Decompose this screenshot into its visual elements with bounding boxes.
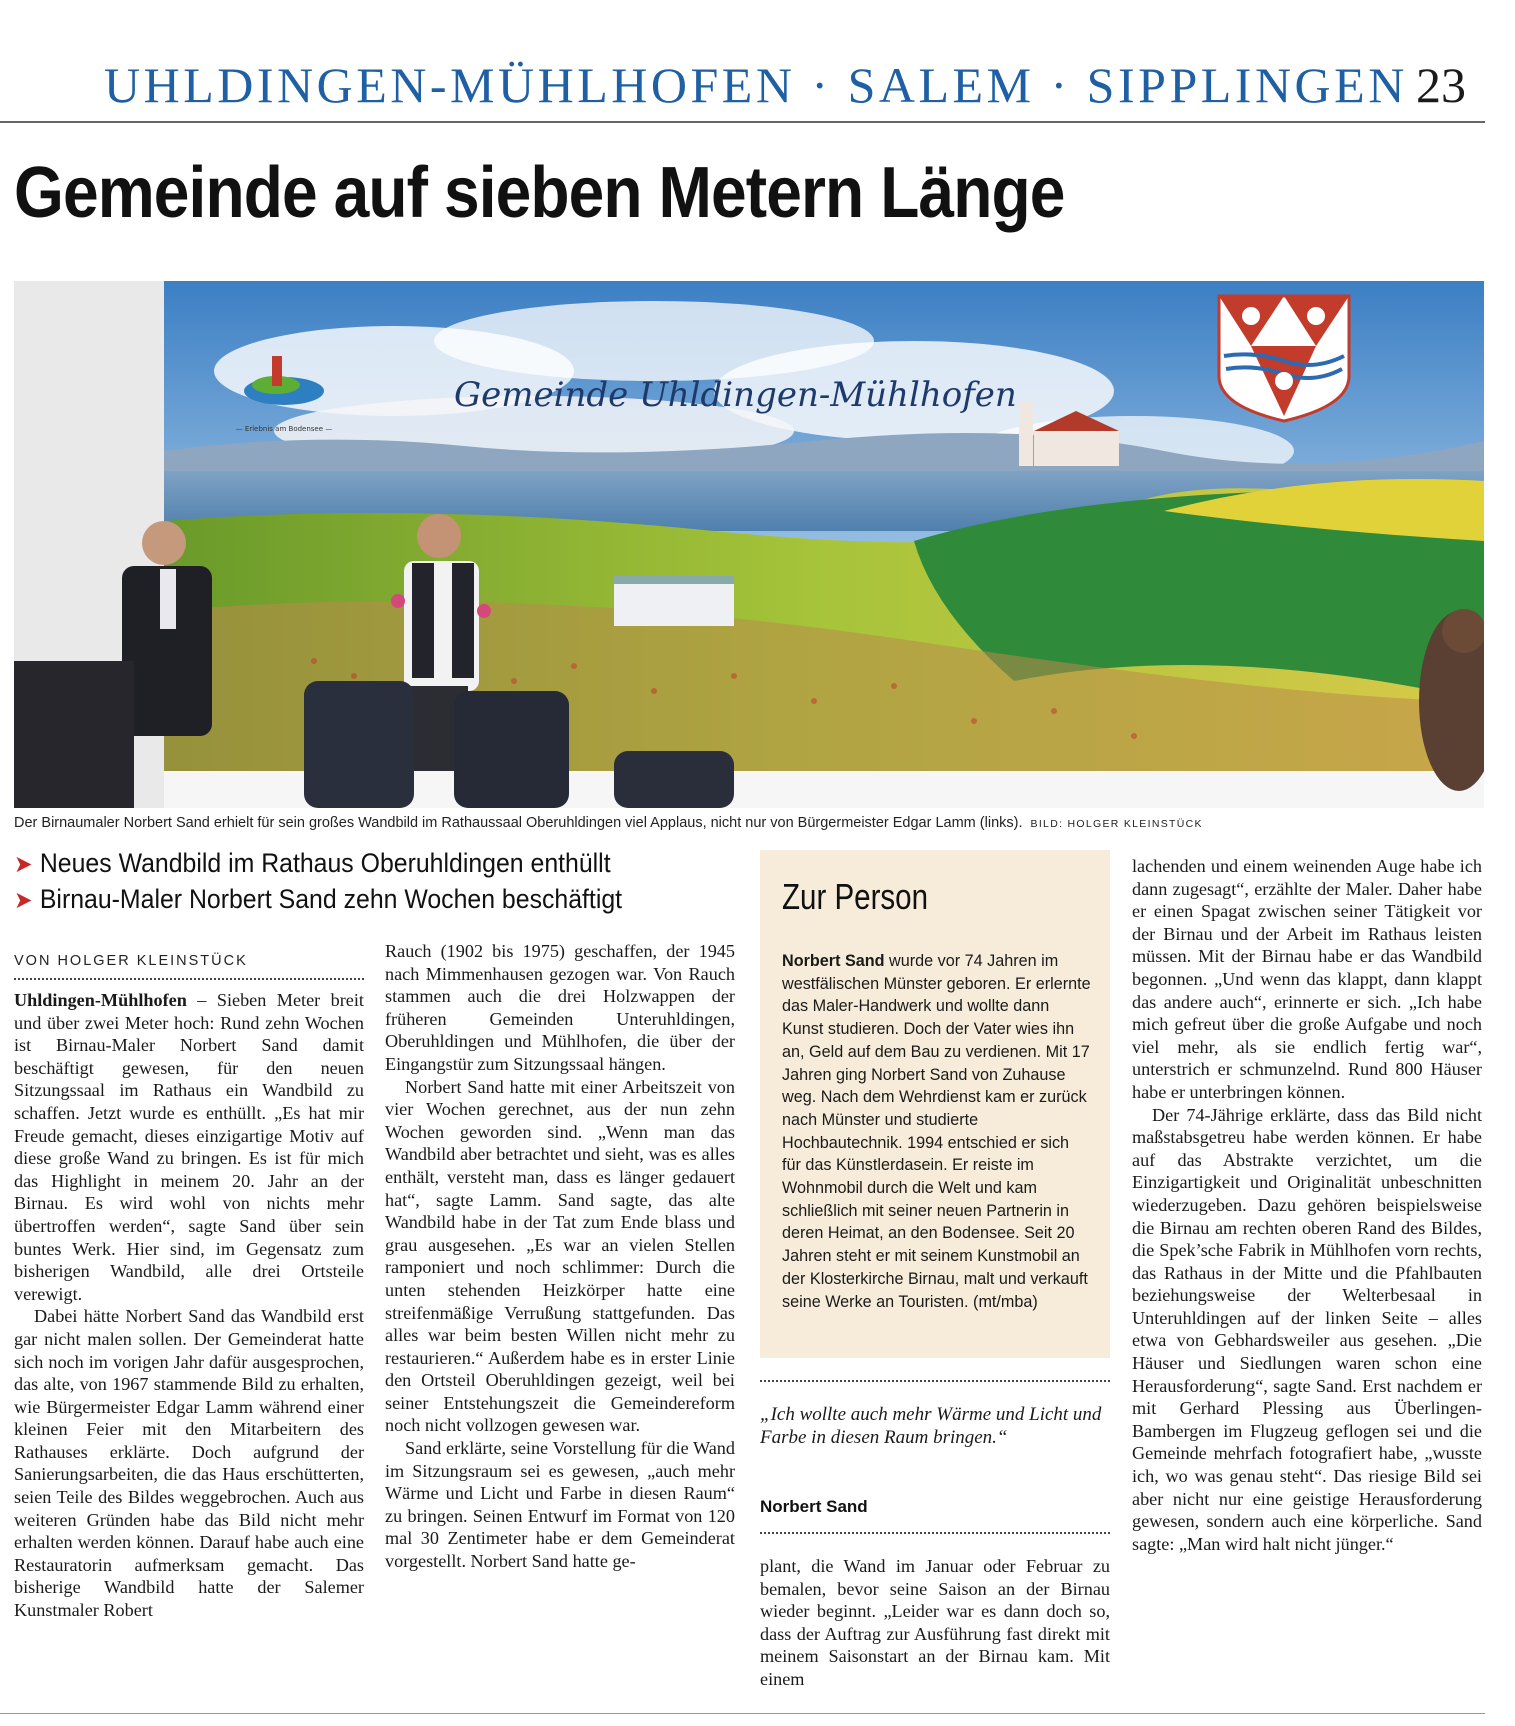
- info-box-title: Zur Person: [782, 876, 929, 917]
- info-box-text: Norbert Sand wurde vor 74 Jahren im westfälischen Münster geboren. Er erlernte das Maler-Handwerk und wollte dann Kunst studieren. Doch der Vater wies ihn an, Geld auf dem Bau zu verdienen. Mit 17 Jahren ging Norbert Sand von Zuhause weg. Nach dem Wehrdienst kam er zurück nach Münster und studierte Hochbautechnik. 1994 entschied er sich für das Künstlerdasein. Er reiste im Wohnmobil durch die Welt und kam schließlich mit seiner neuen Partnerin in deren Heimat, an den Bodensee. Seit 20 Jahren steht er mit seinem Kunstmobil an der Klosterkirche Birnau, malt und verkauft seine Werke an Touristen. (mt/mba): [782, 952, 1091, 1311]
- coat-of-arms-icon: [1219, 296, 1349, 421]
- article-photo: [14, 281, 1484, 808]
- section-title: UHLDINGEN-MÜHLHOFEN · SALEM · SIPPLINGEN: [104, 57, 1408, 113]
- subhead: ➤ Neues Wandbild im Rathaus Oberuhldingen enthüllt: [14, 848, 611, 878]
- byline-divider: [14, 978, 364, 980]
- section-header: [104, 56, 1484, 116]
- footer-rule: [0, 1713, 1485, 1714]
- paragraph: plant, die Wand im Januar oder Februar zu bemalen, bevor seine Saison an der Birnau wieder beginnt. „Leider war es dann doch so, dass der Auftrag zur Ausführung fast direkt mit meinem Saisonstart an der Birnau kam. Mit einem: [760, 1556, 1110, 1689]
- column-3: [760, 1555, 1110, 1691]
- caption-text: Der Birnaumaler Norbert Sand erhielt für sein großes Wandbild im Rathaussaal Oberuhldingen viel Applaus, nicht nur von Bürgermeister Edgar Lamm (links).: [14, 815, 1023, 831]
- dateline: Uhldingen-Mühlhofen: [14, 990, 187, 1010]
- paragraph: Dabei hätte Norbert Sand das Wandbild erst gar nicht malen sollen. Der Gemeinderat hatte sich noch im vorigen Jahr dafür ausgesprochen, das alte, von 1967 stammende Bild zu erhalten, wie Bürgermeister Edgar Lamm während einer kleinen Feier mit den Mitarbeitern des Rathauses erklärte. Doch aufgrund der Sanierungsarbeiten, die das Haus erschütterten, seien Teile des Bildes weggebrochen. Auch aus weiteren Gründen habe das Bild nicht mehr erhalten werden können. Darauf habe auch eine Restauratorin aufmerksam gemacht. Das bisherige Wandbild hatte der Salemer Kunstmaler Robert: [14, 1306, 364, 1621]
- pull-quote: „Ich wollte auch mehr Wärme und Licht und Farbe in diesen Raum bringen.“: [760, 1404, 1102, 1448]
- header-rule: [0, 121, 1485, 123]
- paragraph: Uhldingen-Mühlhofen – Sieben Meter breit und über zwei Meter hoch: Rund zehn Wochen ist Birnau-Maler Norbert Sand damit beschäftigt gewesen, für den neuen Sitzungssaal im Rathaus ein Wandbild zu schaffen. Jetzt wurde es enthüllt. „Es hat mir Freude gemacht, dieses einzigartige Motiv auf diese große Wand zu bringen. Es ist für mich das Highlight in meinem 20. Jahr an der Birnau. Es wird wohl von nichts mehr übertroffen werden“, sagte Sand über sein buntes Werk. Hier sind, im Gegensatz zum bisherigen Wandbild, alle drei Ortsteile verewigt.: [14, 990, 364, 1304]
- photo-credit: BILD: HOLGER KLEINSTÜCK: [1030, 818, 1203, 830]
- column-2: [385, 940, 735, 1573]
- page-number: 23: [1416, 57, 1466, 113]
- byline: VON HOLGER KLEINSTÜCK: [14, 953, 248, 969]
- quote-divider-top: [760, 1380, 1110, 1382]
- pull-quote-author: Norbert Sand: [760, 1497, 868, 1516]
- subhead: ➤ Birnau-Maler Norbert Sand zehn Wochen beschäftigt: [14, 884, 623, 914]
- subheads: [14, 848, 754, 920]
- column-1: [14, 989, 364, 1622]
- info-box: [760, 850, 1110, 1358]
- arrow-icon: ➤: [14, 851, 33, 878]
- mural-photo-illustration: [14, 281, 1484, 808]
- paragraph: Der 74-Jährige erklärte, dass das Bild nicht maßstabsgetreu habe werden können. Er habe auf das Abstrakte verzichtet, um die Einzigartigkeit und Originalität unbeschnitten wiederzugeben. Dazu gehören beispielsweise die Birnau am rechten oberen Rand des Bildes, die Spek’sche Fabrik in Mühlhofen vorn rechts, das Rathaus in der Mitte und die Pfahlbauten beziehungsweise der Welterbesaal in Unteruhldingen auf der linken Seite – alles etwa von Gebhardsweiler aus gesehen. „Die Häuser und Siedlungen waren schon eine Herausforderung“, sagte Sand. Erst nachdem er mit Gerhard Plessing aus Überlingen-Bambergen im Flugzeug geflogen sei und die Gemeinde mehrfach fotografiert habe, „wusste ich, wo was genau steht“. Das riesige Bild sei aber nicht nur eine geistige Herausforderung gewesen, sondern auch eine körperliche. Sand sagte: „Man wird halt nicht jünger.“: [1132, 1104, 1482, 1554]
- paragraph: Rauch (1902 bis 1975) geschaffen, der 1945 nach Mimmenhausen gezogen war. Von Rauch stammen auch die drei Holzwappen der früheren Gemeinden Unteruhldingen, Oberuhldingen und Mühlhofen, die über der Eingangstür zum Sitzungssaal hängen.: [385, 941, 735, 1074]
- quote-divider-bottom: [760, 1532, 1110, 1534]
- paragraph: Norbert Sand hatte mit einer Arbeitszeit von vier Wochen gerechnet, aus der nun zehn Wochen geworden sind. „Wenn man das Wandbild aber betrachtet und sieht, was es alles enthält, versteht man, dass es länger gedauert hat“, sagte Lamm. Sand sagte, das alte Wandbild habe in der Tat zum Ende blass und grau ausgesehen. „Es war an vielen Stellen ramponiert und noch schlimmer: Durch die unten stehenden Heizkörper hatte eine streifenmäßige Verrußung stattgefunden. Das alles war beim besten Willen nicht mehr zu restaurieren.“ Außerdem habe es in erster Linie den Ortsteil Oberuhldingen gezeigt, weil bei seiner Entstehungszeit die Gemeindereform noch nicht vollzogen gewesen war.: [385, 1076, 735, 1436]
- arrow-icon: ➤: [14, 887, 33, 914]
- logo-caption: — Erlebnis am Bodensee —: [235, 425, 333, 433]
- article-headline: Gemeinde auf sieben Metern Länge: [14, 153, 1065, 233]
- info-box-name: Norbert Sand: [782, 952, 885, 970]
- paragraph: lachenden und einem weinenden Auge habe ich dann zugesagt“, erzählte der Maler. Daher habe er einen Spagat zwischen seiner Tätigkeit vor der Birnau und der Arbeit im Rathaus leisten müssen. Mit der Birnau habe er das Wandbild begonnen. „Und wenn das klappt, dann klappt das andere auch“, erinnerte er sich. „Ich habe mich gefreut über die große Aufgabe und noch viel mehr, als sie endlich fertig war“, unterstrich er schmunzelnd. Rund 800 Häuser habe er unterbringen können.: [1132, 856, 1482, 1102]
- column-4: [1132, 855, 1482, 1555]
- photo-caption: [14, 815, 1489, 831]
- mural-title: Gemeinde Uhldingen-Mühlhofen: [454, 375, 1017, 415]
- paragraph: Sand erklärte, seine Vorstellung für die Wand im Sitzungsraum sei es gewesen, „auch mehr Wärme und Licht und Farbe in diesen Raum“ zu bringen. Seinen Entwurf im Format von 120 mal 30 Zentimeter habe er dem Gemeinderat vorgestellt. Norbert Sand hatte ge-: [385, 1438, 735, 1572]
